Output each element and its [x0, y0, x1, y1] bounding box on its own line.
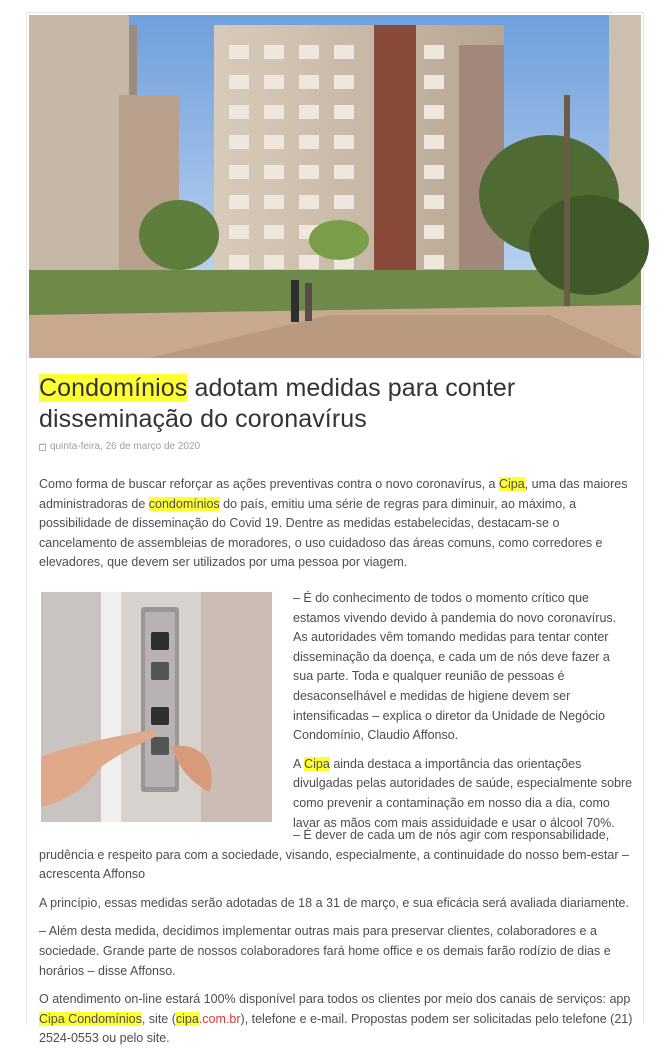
- p7-text-c: , site (: [141, 1011, 176, 1026]
- p1-highlight-cipa: Cipa: [498, 477, 525, 491]
- article-title: [39, 373, 633, 435]
- article-card: [26, 12, 644, 1046]
- hero-image-condominium: [29, 15, 641, 358]
- title-rest: adotam medidas para conter disseminação do coronavírus: [39, 374, 516, 433]
- side-text: [293, 589, 633, 842]
- p7-highlight-cipa-condominios: Cipa Condomínios: [39, 1011, 142, 1026]
- paragraph-6: – Além desta medida, decidimos implementar outras mais para preservar clientes, colaboradores e a sociedade. Grande parte de nossos colaboradores fará home office e os demais farão rodízio de dias e horários – disse Affonso.: [39, 924, 611, 978]
- date-text: quinta-feira, 26 de março de 2020: [50, 441, 201, 452]
- media-row: [39, 589, 633, 830]
- title-highlight: Condomínios: [39, 374, 188, 402]
- after-media: [39, 826, 633, 1049]
- article-content: [39, 373, 633, 1049]
- p1-highlight-condominios: condomínios: [148, 496, 220, 511]
- clock-icon: [39, 443, 46, 451]
- p3-text-a: A: [293, 756, 305, 771]
- paragraph-5: A princípio, essas medidas serão adotadas de 18 a 31 de março, e sua eficácia será avaliada diariamente.: [39, 895, 629, 910]
- p3-highlight-cipa: Cipa: [304, 756, 330, 771]
- paragraph-3: [293, 755, 633, 833]
- paragraph-2: – É do conhecimento de todos o momento crítico que estamos vivendo devido à pandemia do novo coronavírus. As autoridades vêm tomando medidas para tentar conter disseminação da doença, e cada um de nós deve fazer a sua parte. Toda e qualquer reunião de pessoas é desaconselhável e medidas de higiene devem ser intensificadas – explica o diretor da Unidade de Negócio Condomínio, Claudio Affonso.: [293, 590, 617, 743]
- p3-text-c: ainda destaca a importância das orientações divulgadas pelas autoridades de saúde, especialmente sobre como prevenir a contaminação em nosso dia a dia, como lavar as mãos com mais assiduidade e usar o álcool 70%.: [293, 756, 633, 830]
- elevator-image-svg: [41, 592, 272, 822]
- hero-image-svg: [29, 15, 641, 358]
- p7-text-f: ), telefone e e-mail. Propostas podem ser solicitadas pelo telefone (21) 2524-0553 ou pelo site.: [39, 1011, 633, 1046]
- article-date: [39, 441, 633, 452]
- paragraph-4: – É dever de cada um de nós agir com responsabilidade, prudência e respeito para com a sociedade, visando, especialmente, a continuidade do nosso bem-estar – acrescenta Affonso: [39, 827, 629, 882]
- p1-text-e: do país, emitiu uma série de regras para diminuir, ao máximo, a possibilidade de disseminação do Covid 19. Dentre as medidas estabelecidas, destacam-se o cancelamento de assembleias de moradores, o uso cuidadoso das áreas comuns, como corredores e elevadores, que devem ser utilizados por uma pessoa por viagem.: [39, 496, 603, 570]
- p7-link-domain[interactable]: .com.br: [198, 1011, 241, 1026]
- p1-text-a: Como forma de buscar reforçar as ações preventivas contra o novo coronavírus, a: [39, 477, 499, 491]
- elevator-button-image: [41, 592, 272, 822]
- p7-highlight-cipa: cipa: [175, 1011, 199, 1026]
- paragraph-1: [39, 475, 633, 573]
- paragraph-7: [39, 990, 633, 1049]
- p7-text-a: O atendimento on-line estará 100% disponível para todos os clientes por meio dos canais de serviços: app: [39, 992, 631, 1007]
- p1-text-c: , uma das maiores administradoras de: [39, 477, 628, 511]
